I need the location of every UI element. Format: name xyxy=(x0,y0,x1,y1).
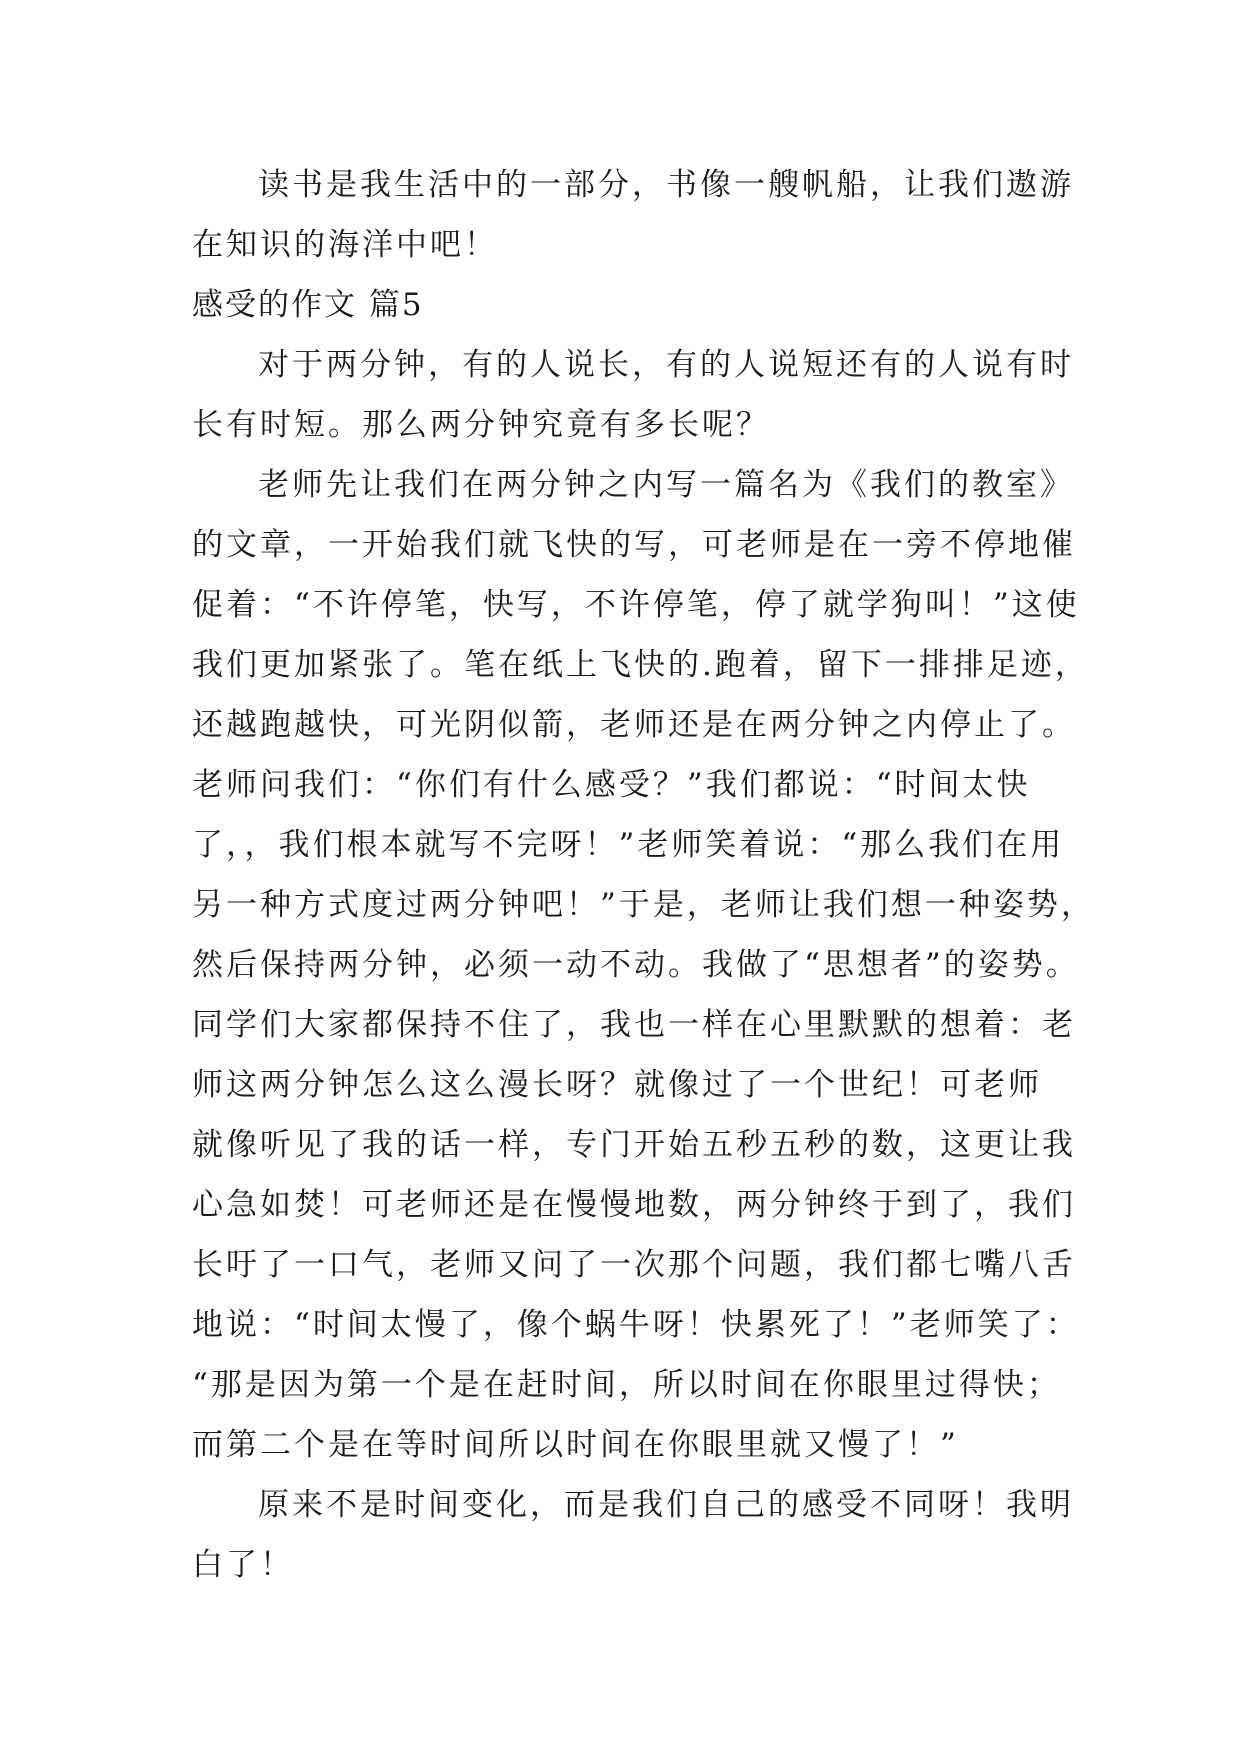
paragraph-line: 白了！ xyxy=(192,1547,294,1583)
paragraph-line: 还越跑越快，可光阴似箭，老师还是在两分钟之内停止了。 xyxy=(192,707,1076,743)
paragraph-line: 长有时短。那么两分钟究竟有多长呢？ xyxy=(192,407,770,443)
paragraph-line: 对于两分钟，有的人说长，有的人说短还有的人说有时 xyxy=(258,347,1074,383)
paragraph-line: 老师问我们：“你们有什么感受？”我们都说：“时间太快 xyxy=(192,767,1031,803)
paragraph-line: 然后保持两分钟，必须一动不动。我做了“思想者”的姿势。 xyxy=(192,947,1080,983)
paragraph-line: 的文章，一开始我们就飞快的写，可老师是在一旁不停地催 xyxy=(192,527,1076,563)
paragraph-line: 心急如焚！可老师还是在慢慢地数，两分钟终于到了，我们 xyxy=(192,1187,1076,1223)
document-body xyxy=(192,155,1095,1595)
paragraph-line: 原来不是时间变化，而是我们自己的感受不同呀！我明 xyxy=(258,1487,1074,1523)
paragraph-line: 在知识的海洋中吧！ xyxy=(192,227,498,263)
paragraph-line: 地说：“时间太慢了，像个蜗牛呀！快累死了！”老师笑了： xyxy=(192,1307,1080,1343)
paragraph-line: 而第二个是在等时间所以时间在你眼里就又慢了！” xyxy=(192,1427,959,1463)
paragraph-line: “那是因为第一个是在赶时间，所以时间在你眼里过得快； xyxy=(192,1367,1061,1403)
paragraph-line: 同学们大家都保持不住了，我也一样在心里默默的想着：老 xyxy=(192,1007,1076,1043)
paragraph-line: 读书是我生活中的一部分，书像一艘帆船，让我们遨游 xyxy=(258,167,1074,203)
paragraph-line: 我们更加紧张了。笔在纸上飞快的.跑着，留下一排排足迹， xyxy=(192,647,1089,683)
paragraph-line: 老师先让我们在两分钟之内写一篇名为《我们的教室》 xyxy=(258,467,1074,503)
paragraph-line: 师这两分钟怎么这么漫长呀？就像过了一个世纪！可老师 xyxy=(192,1067,1042,1103)
paragraph-line: 促着：“不许停笔，快写，不许停笔，停了就学狗叫！”这使 xyxy=(192,587,1080,623)
paragraph-line: 就像听见了我的话一样，专门开始五秒五秒的数，这更让我 xyxy=(192,1127,1076,1163)
paragraph-line: 长吁了一口气，老师又问了一次那个问题，我们都七嘴八舌 xyxy=(192,1247,1076,1283)
section-heading: 感受的作文 篇5 xyxy=(192,287,424,323)
paragraph-line: 另一种方式度过两分钟吧！”于是，老师让我们想一种姿势， xyxy=(192,887,1095,923)
paragraph-line: 了，，我们根本就写不完呀！”老师笑着说：“那么我们在用 xyxy=(192,827,1065,863)
